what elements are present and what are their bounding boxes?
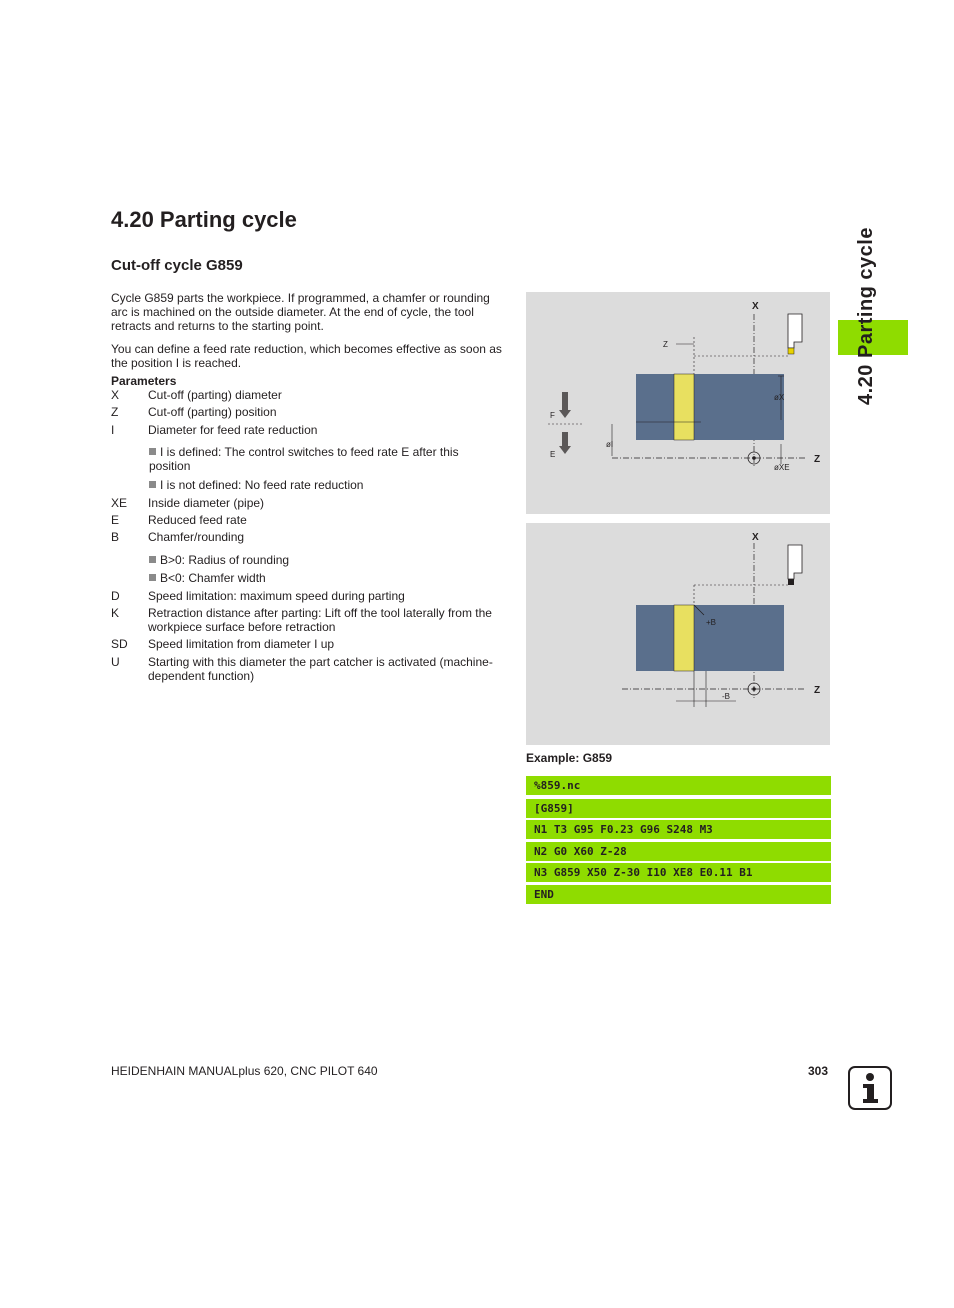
code-line: N2 G0 X60 Z-28 <box>526 842 831 861</box>
footer-text: HEIDENHAIN MANUALplus 620, CNC PILOT 640 <box>111 1064 378 1078</box>
parting-tool-shape <box>788 314 802 348</box>
intro-paragraph-2: You can define a feed rate reduction, which becomes effective as soon as the position I is reached. <box>111 342 502 370</box>
info-icon-glyph <box>850 1068 890 1108</box>
origin-dot <box>752 687 756 691</box>
param-desc: Cut-off (parting) diameter <box>148 388 282 402</box>
x-dim-label: øX <box>774 393 785 402</box>
code-line: N3 G859 X50 Z-30 I10 XE8 E0.11 B1 <box>526 863 831 882</box>
x-axis-label: X <box>752 532 759 543</box>
param-key: B <box>111 530 120 544</box>
param-key: I <box>111 423 115 437</box>
parting-tool-shape <box>788 545 802 579</box>
side-chapter-title-text: 4.20 Parting cycle <box>855 227 877 405</box>
side-chapter-title <box>855 210 883 410</box>
bullet-text: B>0: Radius of rounding <box>160 553 290 567</box>
b-minus-label: -B <box>722 692 730 701</box>
bullet-text: I is not defined: No feed rate reduction <box>160 478 364 492</box>
section-title: 4.20 Parting cycle <box>111 207 297 232</box>
feed-e-arrow-icon <box>559 446 571 454</box>
param-desc: Inside diameter (pipe) <box>148 496 265 510</box>
subsection-title: Cut-off cycle G859 <box>111 257 243 274</box>
workpiece-shape <box>636 374 784 440</box>
param-key: X <box>111 388 120 402</box>
param-key: Z <box>111 405 119 419</box>
bullet-item <box>149 553 499 567</box>
feed-f-bar <box>562 392 568 410</box>
i-dim-label: øI <box>606 440 614 449</box>
bullet-item <box>149 445 499 473</box>
bullet-square-icon <box>149 448 156 455</box>
bullet-square-icon <box>149 556 156 563</box>
b-plus-label: +B <box>706 618 717 627</box>
z-axis-label: Z <box>814 685 821 696</box>
feed-f-label: F <box>550 411 555 420</box>
intro-paragraph-1: Cycle G859 parts the workpiece. If programmed, a chamfer or rounding arc is machined on the outside diameter. At the end of cycle, the tool retracts and returns to the starting point. <box>111 291 490 333</box>
param-key: XE <box>111 496 128 510</box>
param-desc: Speed limitation from diameter I up <box>148 637 335 651</box>
param-desc: Retraction distance after parting: Lift off the tool laterally from the workpiece surface before retraction <box>148 606 492 634</box>
info-icon-letter: i <box>850 1068 851 1069</box>
cut-zone-shape <box>674 605 694 671</box>
param-desc: Starting with this diameter the part catcher is activated (machine-dependent function) <box>148 655 493 683</box>
feed-e-bar <box>562 432 568 446</box>
figure-chamfer-rounding <box>526 523 830 745</box>
param-key: K <box>111 606 120 620</box>
figure-1-svg <box>526 292 830 514</box>
z-dim-label: Z <box>663 340 668 349</box>
code-line: N1 T3 G95 F0.23 G96 S248 M3 <box>526 820 831 839</box>
param-desc: Diameter for feed rate reduction <box>148 423 318 437</box>
param-key: D <box>111 589 120 603</box>
param-desc: Reduced feed rate <box>148 513 247 527</box>
cut-zone-shape <box>674 374 694 440</box>
figure-parting-dimensions <box>526 292 830 514</box>
param-desc: Cut-off (parting) position <box>148 405 277 419</box>
feed-f-arrow-icon <box>559 410 571 418</box>
bullet-item <box>149 571 499 585</box>
info-icon <box>848 1066 892 1110</box>
bullet-text: I is defined: The control switches to feed rate E after this position <box>149 445 459 473</box>
param-desc: Speed limitation: maximum speed during parting <box>148 589 405 603</box>
bullet-item <box>149 478 499 492</box>
figure-2-svg <box>526 523 830 745</box>
z-axis-label: Z <box>814 454 821 465</box>
code-line: [G859] <box>526 799 831 818</box>
page-number: 303 <box>808 1064 829 1078</box>
x-axis-label: X <box>752 301 759 312</box>
code-line: END <box>526 885 831 904</box>
xe-dim-label: øXE <box>774 463 790 472</box>
param-desc: Chamfer/rounding <box>148 530 245 544</box>
example-caption: Example: G859 <box>526 751 613 765</box>
bullet-text: B<0: Chamfer width <box>160 571 266 585</box>
feed-e-label: E <box>550 450 556 459</box>
bullet-square-icon <box>149 574 156 581</box>
tool-tip-shape <box>788 579 794 585</box>
tool-tip-shape <box>788 348 794 354</box>
workpiece-shape <box>636 605 784 671</box>
param-key: E <box>111 513 120 527</box>
code-line: %859.nc <box>526 776 831 795</box>
param-key: U <box>111 655 120 669</box>
param-key: SD <box>111 637 128 651</box>
bullet-square-icon <box>149 481 156 488</box>
parameters-heading: Parameters <box>111 374 177 388</box>
origin-dot <box>752 456 756 460</box>
